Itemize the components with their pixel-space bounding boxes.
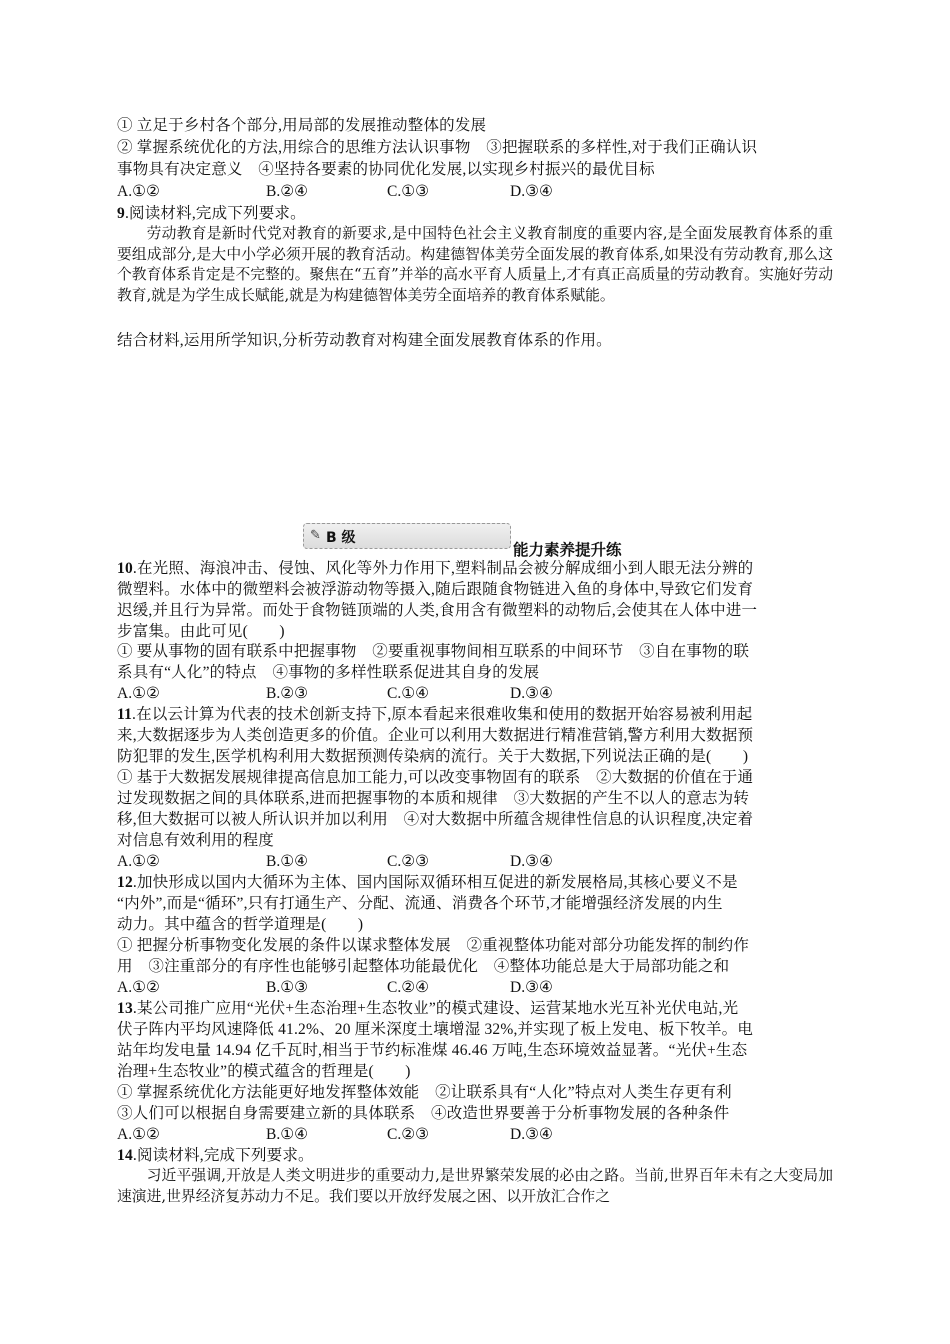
q9-material-text: 劳动教育是新时代党对教育的新要求,是中国特色社会主义教育制度的重要内容,是全面发展教育体系的重要组成部分,是大中小学必须开展的教育活动。构建德智体美劳全面发展的教育体系,如果没有劳动教育,那么这个教育体系肯定是不完整的。聚焦在“五育”并举的高水平育人质量上,才有真正高质量的劳动教育。实施好劳动教育,就是为学生成长赋能,就是为构建德智体美劳全面培养的教育体系赋能。 [117, 225, 833, 304]
q10-line-1-text: .在光照、海浪冲击、侵蚀、风化等外力作用下,塑料制品会被分解成细小到人眼无法分辨的 [132, 560, 754, 577]
option-b[interactable]: B.①④ [266, 1126, 309, 1143]
option-d[interactable]: D.③④ [510, 1126, 553, 1143]
q12-line-2: “内外”,而是“循环”,只有打通生产、分配、流通、消费各个环节,才能增强经济发展的内生 [117, 895, 723, 912]
q13-line-1 [117, 999, 738, 1019]
section-title: 能力素养提升练 [513, 541, 622, 559]
q12-line-1 [117, 873, 738, 893]
q12-line-1-text: .加快形成以国内大循环为主体、国内国际双循环相互促进的新发展格局,其核心要义不是 [132, 874, 738, 891]
q8-statement-2: ② 掌握系统优化的方法,用综合的思维方法认识事物 ③把握联系的多样性,对于我们正确认识 [117, 139, 758, 156]
option-c[interactable]: C.①③ [387, 183, 430, 200]
q11-line-1 [117, 705, 753, 725]
q13-line-4: 治理+生态牧业”的模式蕴含的哲理是( ) [117, 1063, 411, 1080]
option-a[interactable]: A.①② [117, 979, 160, 996]
q13-line-5: ① 掌握系统优化方法能更好地发挥整体效能 ②让联系具有“人化”特点对人类生存更有利 [117, 1084, 732, 1101]
option-c[interactable]: C.②③ [387, 853, 430, 870]
option-b[interactable]: B.①④ [266, 853, 309, 870]
option-d[interactable]: D.③④ [510, 183, 553, 200]
q8-statement-1: ① 立足于乡村各个部分,用局部的发展推动整体的发展 [117, 117, 487, 134]
pencil-icon: ✎ [310, 528, 321, 543]
q11-line-1-text: .在以云计算为代表的技术创新支持下,原本看起来很难收集和使用的数据开始容易被利用起 [132, 706, 753, 723]
q14-stem [117, 1146, 314, 1166]
option-c[interactable]: C.①④ [387, 685, 430, 702]
option-d[interactable]: D.③④ [510, 853, 553, 870]
option-b[interactable]: B.①③ [266, 979, 309, 996]
q12-number: 12 [117, 874, 133, 891]
q10-line-4: 步富集。由此可见( ) [117, 623, 285, 640]
section-level: B 级 [326, 530, 356, 546]
section-b-banner [303, 523, 511, 549]
option-c[interactable]: C.②④ [387, 979, 430, 996]
q10-line-6: 系具有“人化”的特点 ④事物的多样性联系促进其自身的发展 [117, 664, 540, 681]
q14-material-text: 习近平强调,开放是人类文明进步的重要动力,是世界繁荣发展的必由之路。当前,世界百年未有之大变局加速演进,世界经济复苏动力不足。我们要以开放纾发展之困、以开放汇合作之 [117, 1167, 833, 1205]
option-d[interactable]: D.③④ [510, 685, 553, 702]
q11-line-3: 防犯罪的发生,医学机构利用大数据预测传染病的流行。关于大数据,下列说法正确的是( ) [117, 748, 749, 765]
q10-line-1 [117, 559, 753, 579]
q13-line-1-text: .某公司推广应用“光伏+生态治理+生态牧业”的模式建设、运营某地水光互补光伏电站,光 [132, 1000, 739, 1017]
q11-line-7: 对信息有效利用的程度 [117, 832, 275, 849]
q9-number: 9 [117, 205, 125, 222]
option-b[interactable]: B.②④ [266, 183, 309, 200]
q11-number: 11 [117, 706, 133, 723]
option-d[interactable]: D.③④ [510, 979, 553, 996]
option-a[interactable]: A.①② [117, 853, 160, 870]
option-a[interactable]: A.①② [117, 1126, 160, 1143]
q12-line-3: 动力。其中蕴含的哲学道理是( ) [117, 916, 364, 933]
q13-line-6: ③人们可以根据自身需要建立新的具体联系 ④改造世界要善于分析事物发展的各种条件 [117, 1105, 730, 1122]
option-a[interactable]: A.①② [117, 183, 160, 200]
q11-line-2: 来,大数据逐步为人类创造更多的价值。企业可以利用大数据进行精准营销,警方利用大数据预 [117, 727, 754, 744]
q10-number: 10 [117, 560, 133, 577]
q10-line-3: 迟缓,并且行为异常。而处于食物链顶端的人类,食用含有微塑料的动物后,会使其在人体中进一 [117, 602, 758, 619]
q13-number: 13 [117, 1000, 133, 1017]
q12-line-5: 用 ③注重部分的有序性也能够引起整体功能最优化 ④整体功能总是大于局部功能之和 [117, 958, 730, 975]
q14-number: 14 [117, 1147, 133, 1164]
q14-stem-text: .阅读材料,完成下列要求。 [132, 1147, 314, 1164]
option-c[interactable]: C.②③ [387, 1126, 430, 1143]
q9-stem [117, 204, 306, 224]
q9-stem-text: .阅读材料,完成下列要求。 [124, 205, 306, 222]
q13-line-3: 站年均发电量 14.94 亿千瓦时,相当于节约标准煤 46.46 万吨,生态环境效益显著。“光伏+生态 [117, 1042, 748, 1059]
q12-line-4: ① 把握分析事物变化发展的条件以谋求整体发展 ②重视整体功能对部分功能发挥的制约作 [117, 937, 750, 954]
q10-line-5: ① 要从事物的固有联系中把握事物 ②要重视事物间相互联系的中间环节 ③自在事物的联 [117, 643, 750, 660]
q14-material [117, 1166, 833, 1207]
q11-line-6: 移,但大数据可以被人所认识并加以利用 ④对大数据中所蕴含规律性信息的认识程度,决定着 [117, 811, 754, 828]
q9-material [117, 224, 833, 306]
option-a[interactable]: A.①② [117, 685, 160, 702]
q8-statement-3: 事物具有决定意义 ④坚持各要素的协同优化发展,以实现乡村振兴的最优目标 [117, 161, 655, 178]
option-b[interactable]: B.②③ [266, 685, 309, 702]
q9-question: 结合材料,运用所学知识,分析劳动教育对构建全面发展教育体系的作用。 [117, 332, 612, 349]
q13-line-2: 伏子阵内平均风速降低 41.2%、20 厘米深度土壤增湿 32%,并实现了板上发电、板下牧羊。电 [117, 1021, 754, 1038]
q11-line-5: 过发现数据之间的具体联系,进而把握事物的本质和规律 ③大数据的产生不以人的意志为转 [117, 790, 750, 807]
q11-line-4: ① 基于大数据发展规律提高信息加工能力,可以改变事物固有的联系 ②大数据的价值在于通 [117, 769, 754, 786]
q10-line-2: 微塑料。水体中的微塑料会被浮游动物等摄入,随后跟随食物链进入鱼的身体中,导致它们发育 [117, 581, 754, 598]
